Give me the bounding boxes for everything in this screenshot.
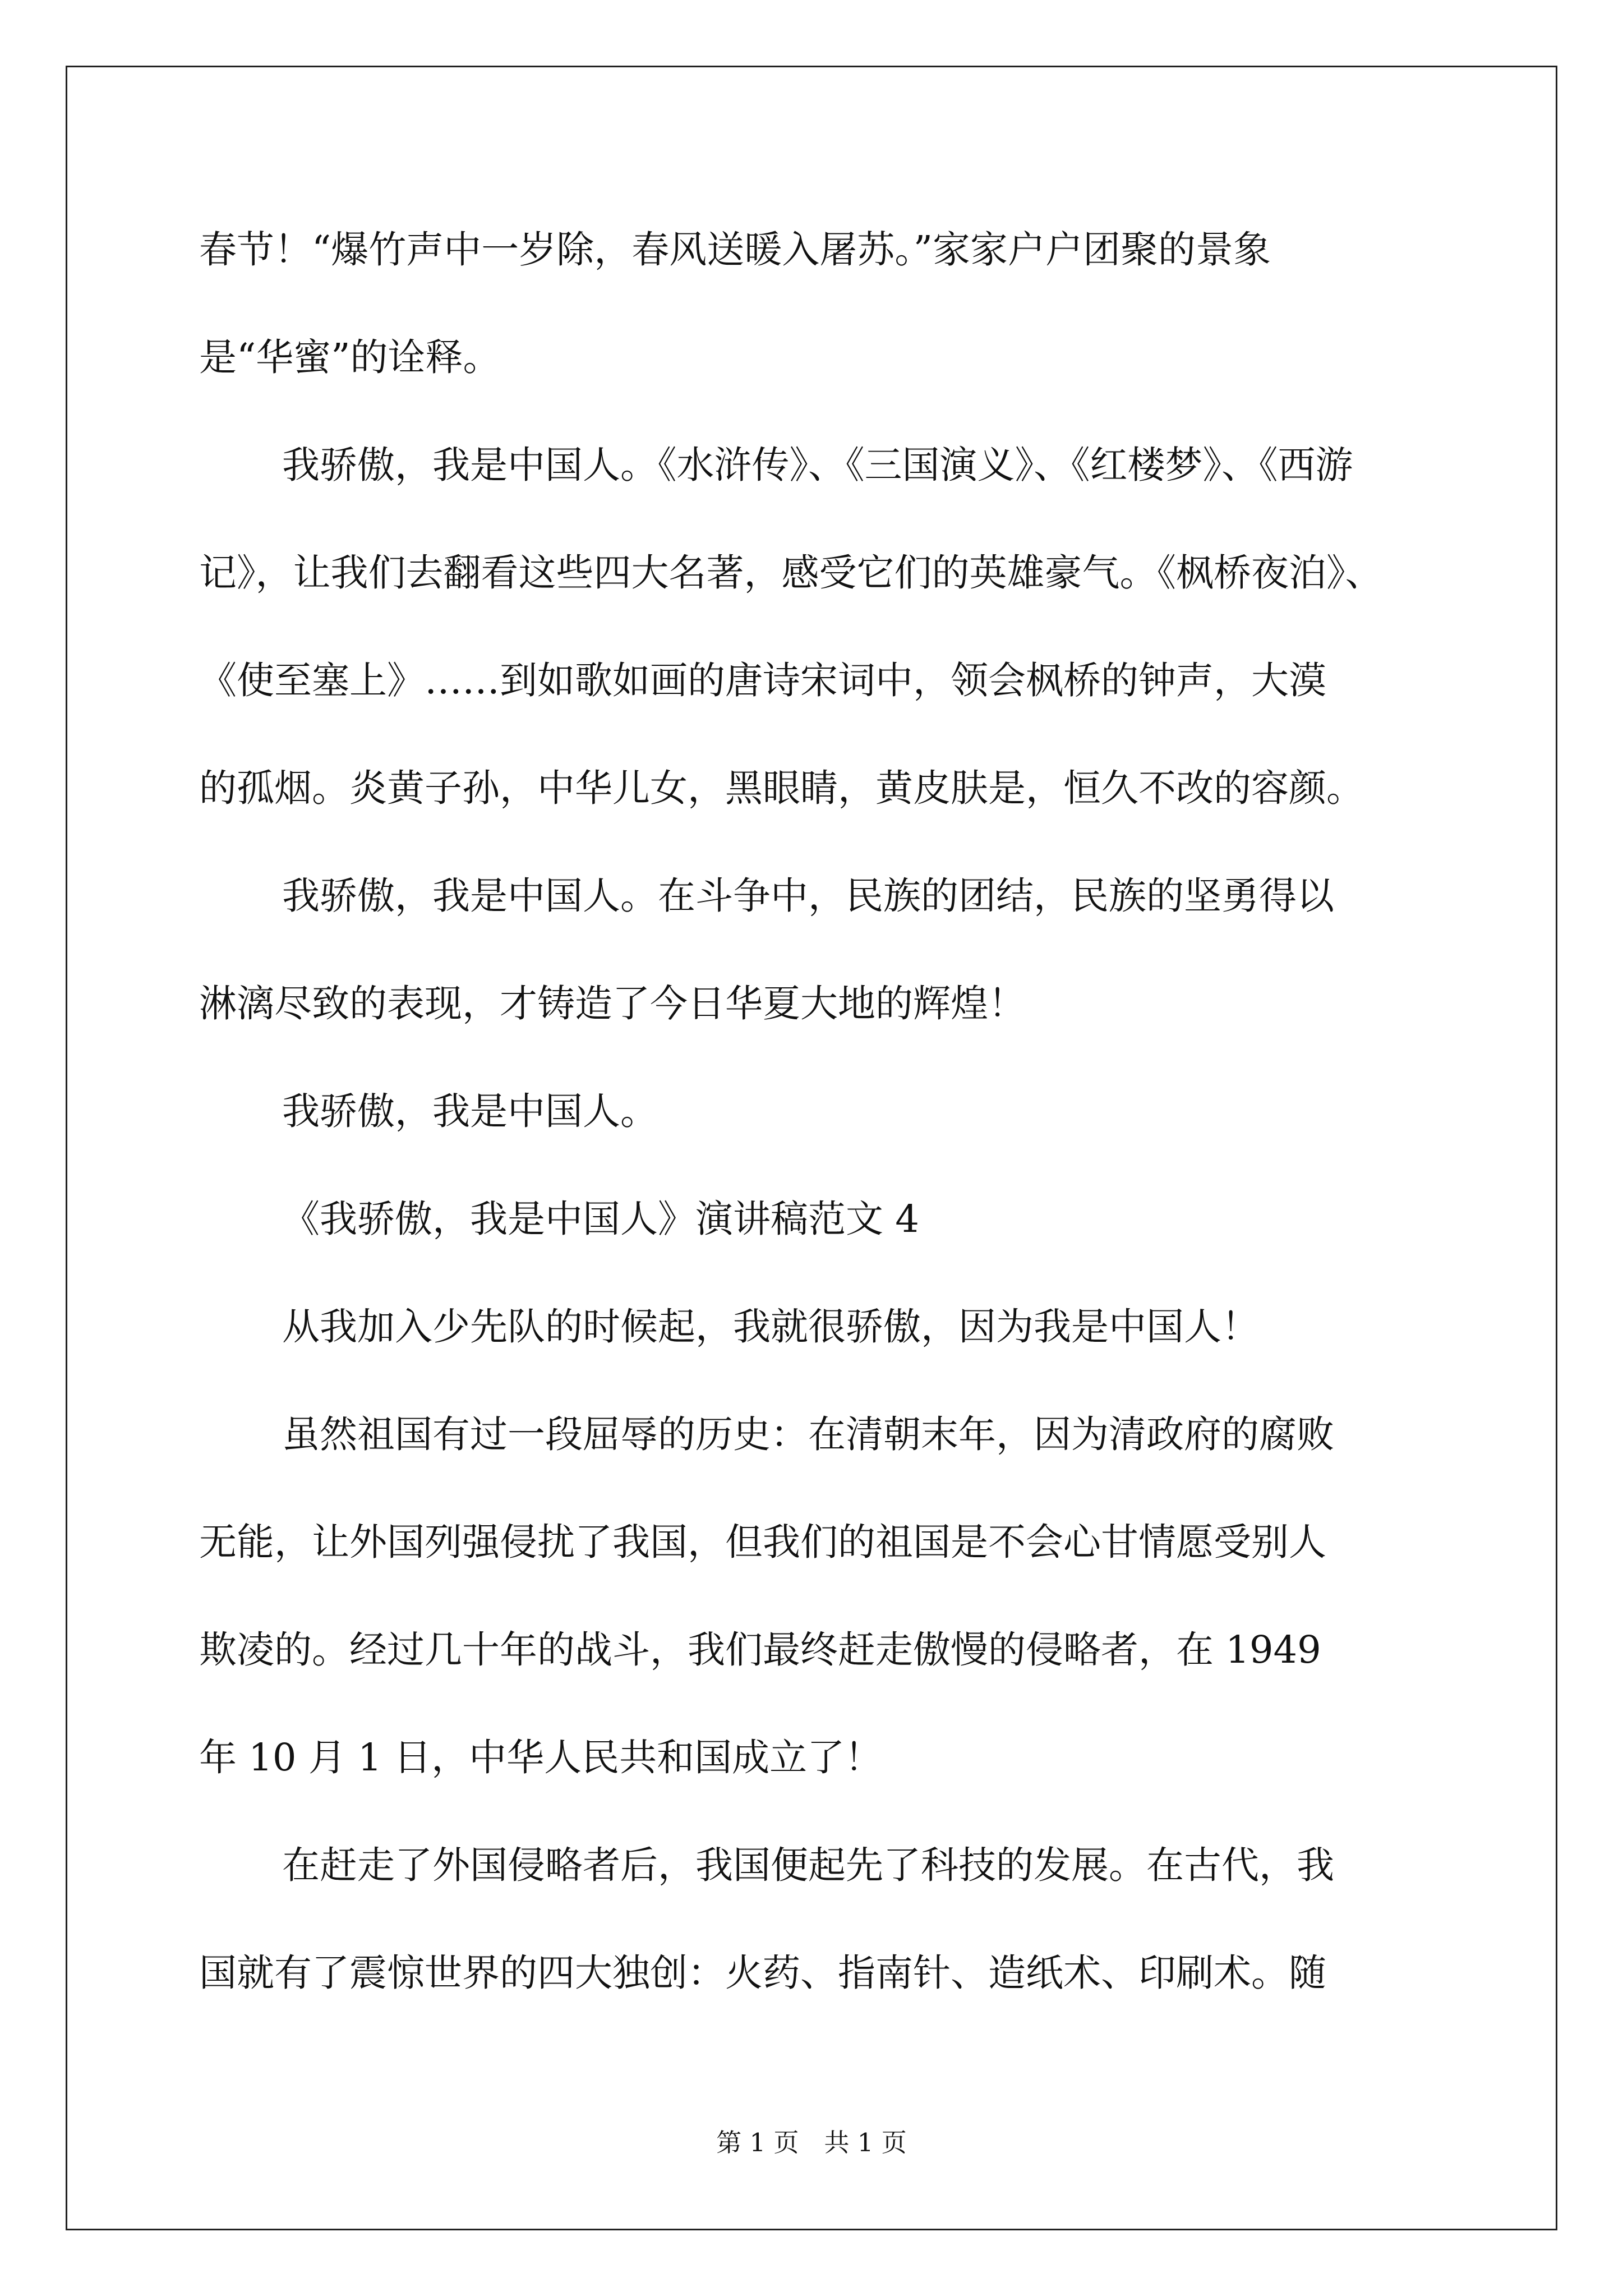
text-line: 无能，让外国列强侵扰了我国，但我们的祖国是不会心甘情愿受别人 bbox=[199, 1520, 1326, 1564]
text-line: 从我加入少先队的时候起，我就很骄傲，因为我是中国人！ bbox=[282, 1305, 1259, 1349]
text-line: 年 10 月 1 日，中华人民共和国成立了！ bbox=[199, 1736, 883, 1779]
text-line: 我骄傲，我是中国人。 bbox=[282, 1089, 658, 1133]
section-heading: 《我骄傲，我是中国人》演讲稿范文 4 bbox=[282, 1197, 919, 1241]
document-body bbox=[199, 216, 1483, 2047]
text-line: 记》，让我们去翻看这些四大名著，感受它们的英雄豪气。《枫桥夜泊》、 bbox=[199, 551, 1383, 595]
page-number: 第 1 页 共 1 页 bbox=[716, 2128, 907, 2157]
text-line: 是“华蜜”的诠释。 bbox=[199, 335, 501, 379]
text-line: 的孤烟。炎黄子孙，中华儿女，黑眼睛，黄皮肤是，恒久不改的容颜。 bbox=[199, 766, 1364, 810]
text-line: 在赶走了外国侵略者后，我国便起先了科技的发展。在古代，我 bbox=[282, 1843, 1334, 1887]
text-line: 淋漓尽致的表现，才铸造了今日华夏大地的辉煌！ bbox=[199, 982, 1026, 1025]
text-line: 我骄傲，我是中国人。在斗争中，民族的团结，民族的坚勇得以 bbox=[282, 874, 1334, 918]
text-line: 欺凌的。经过几十年的战斗，我们最终赶走傲慢的侵略者，在 1949 bbox=[199, 1628, 1321, 1672]
text-line: 国就有了震惊世界的四大独创：火药、指南针、造纸术、印刷术。随 bbox=[199, 1951, 1326, 1995]
text-line: 我骄傲，我是中国人。《水浒传》、《三国演义》、《红楼梦》、《西游 bbox=[282, 443, 1353, 487]
text-line: 春节！“爆竹声中一岁除，春风送暖入屠苏。”家家户户团聚的景象 bbox=[199, 228, 1271, 272]
text-line: 虽然祖国有过一段屈辱的历史：在清朝末年，因为清政府的腐败 bbox=[282, 1412, 1334, 1456]
text-line: 《使至塞上》……到如歌如画的唐诗宋词中，领会枫桥的钟声，大漠 bbox=[199, 659, 1326, 702]
